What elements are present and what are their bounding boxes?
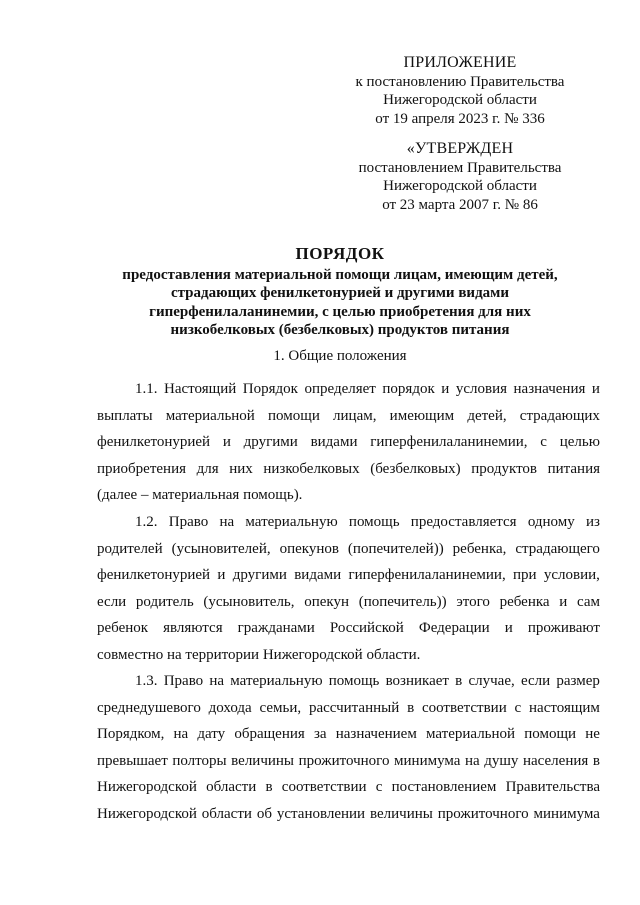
paragraph-line: если родитель (усыновитель, опекун (попечитель)) этого ребенка и сам xyxy=(97,593,600,610)
document-title-line: гиперфенилаланинемии, с целью приобретения для них xyxy=(149,303,531,320)
appendix-line: Нижегородской области xyxy=(383,92,537,108)
appendix-date: от 19 апреля 2023 г. № 336 xyxy=(375,110,545,127)
document-title xyxy=(60,245,620,340)
appendix-line: к постановлению Правительства xyxy=(355,73,565,90)
paragraph-line: родителей (усыновителей, опекунов (попечителей)) ребенка, страдающего xyxy=(97,540,600,557)
paragraph-line: ребенок являются гражданами Российской Федерации и проживают xyxy=(97,620,600,636)
approved-header xyxy=(330,140,590,214)
paragraph-line: фенилкетонурией и другими видами гиперфенилаланинемии, с целью xyxy=(97,434,600,450)
paragraph-line: превышает полторы величины прожиточного минимума на душу населения в xyxy=(97,752,600,769)
approved-line: Нижегородской области xyxy=(383,178,537,194)
paragraph-1-1 xyxy=(97,376,600,509)
document-title-line: низкобелковых (безбелковых) продуктов питания xyxy=(170,322,510,338)
appendix-header xyxy=(330,54,590,128)
paragraph-line: Нижегородской области в соответствии с постановлением Правительства xyxy=(97,779,600,795)
paragraph-line: выплаты материальной помощи лицам, имеющим детей, страдающих xyxy=(97,407,600,424)
paragraph-line: приобретения для них низкобелковых (безбелковых) продуктов питания xyxy=(97,460,600,477)
approved-title: «УТВЕРЖДЕН xyxy=(406,140,514,157)
document-title-line: страдающих фенилкетонурией и другими видами xyxy=(170,285,510,301)
paragraph-line: совместно на территории Нижегородской области. xyxy=(97,646,421,663)
appendix-title: ПРИЛОЖЕНИЕ xyxy=(403,54,517,71)
paragraph-line: 1.3. Право на материальную помощь возникает в случае, если размер xyxy=(135,673,600,689)
paragraph-line: фенилкетонурией и другими видами гиперфенилаланинемии, при условии, xyxy=(97,567,600,583)
document-title-main: ПОРЯДОК xyxy=(295,244,385,263)
approved-date: от 23 марта 2007 г. № 86 xyxy=(382,196,538,213)
paragraph-line: Порядком, на дату обращения за назначением материальной помощи не xyxy=(97,726,600,742)
paragraph-line: среднедушевого дохода семьи, рассчитанный в соответствии с настоящим xyxy=(97,699,600,716)
paragraph-line: Нижегородской области об установлении величины прожиточного минимума xyxy=(97,805,600,822)
approved-line: постановлением Правительства xyxy=(358,159,562,176)
paragraph-1-3 xyxy=(97,668,600,827)
document-title-line: предоставления материальной помощи лицам, имеющим детей, xyxy=(122,266,558,283)
paragraph-line: 1.1. Настоящий Порядок определяет порядок и условия назначения и xyxy=(135,381,600,397)
paragraph-line: 1.2. Право на материальную помощь предоставляется одному из xyxy=(135,514,600,530)
section-heading: 1. Общие положения xyxy=(273,348,407,364)
paragraph-1-2 xyxy=(97,509,600,668)
paragraph-line: (далее – материальная помощь). xyxy=(97,487,303,503)
